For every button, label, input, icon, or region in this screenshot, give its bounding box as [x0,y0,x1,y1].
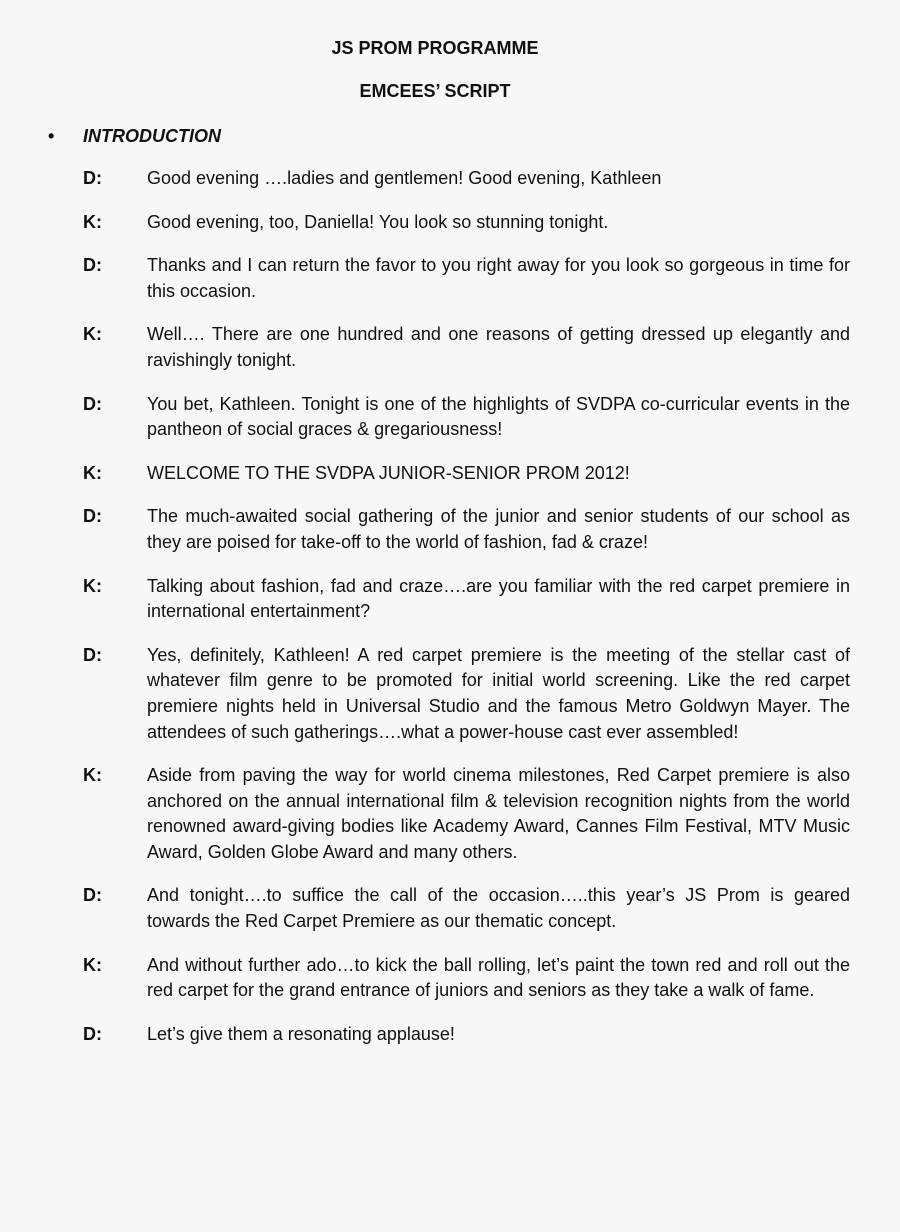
line-text: And tonight….to suffice the call of the occasion…..this year’s JS Prom is geared towards the Red Carpet Premiere as our thematic concept. [147,885,850,932]
speaker-label: K: [83,765,102,786]
speaker-label: K: [83,211,102,232]
script-line [83,574,850,625]
line-text: Aside from paving the way for world cinema milestones, Red Carpet premiere is also anchored on the annual international film & television recognition nights from the world renowned award-giving bodies like Academy Award, Cannes Film Festival, MTV Music Award, Golden Globe Award and many others. [147,765,850,862]
bullet-icon: • [48,126,55,146]
speaker-label: D: [83,885,102,906]
line-text: Yes, definitely, Kathleen! A red carpet premiere is the meeting of the stellar cast of whatever film genre to be promoted for initial world screening. Like the red carpet premiere nights held in Universal Studio and the famous Metro Goldwyn Mayer. The attendees of such gatherings….what a power-house cast ever assembled! [147,644,850,742]
script-line [83,210,850,236]
section-label: INTRODUCTION [83,126,221,146]
speaker-label: K: [83,462,102,483]
document-title: JS PROM PROGRAMME [331,38,539,58]
line-text: WELCOME TO THE SVDPA JUNIOR-SENIOR PROM 2012! [147,462,630,483]
script-line [83,643,850,745]
line-text: And without further ado…to kick the ball rolling, let’s paint the town red and roll out the red carpet for the grand entrance of juniors and seniors as they take a walk of fame. [147,954,850,1001]
script-line [83,953,850,1004]
script-line [83,461,850,487]
document-subtitle: EMCEES’ SCRIPT [359,81,511,101]
script-line [83,883,850,934]
script-line [83,253,850,304]
line-text: You bet, Kathleen. Tonight is one of the highlights of SVDPA co-curricular events in the pantheon of social graces & gregariousness! [147,393,850,440]
line-text: Thanks and I can return the favor to you right away for you look so gorgeous in time for this occasion. [147,255,850,301]
speaker-label: D: [83,393,102,414]
script-line [83,504,850,555]
line-text: Good evening, too, Daniella! You look so stunning tonight. [147,211,609,232]
speaker-label: D: [83,255,102,276]
line-text: Good evening ….ladies and gentlemen! Good evening, Kathleen [147,168,662,188]
line-text: Well…. There are one hundred and one reasons of getting dressed up elegantly and ravishingly tonight. [147,324,850,370]
speaker-label: D: [83,644,102,665]
script-line [83,322,850,373]
line-text: Talking about fashion, fad and craze….are you familiar with the red carpet premiere in international entertainment? [147,575,850,622]
line-text: Let’s give them a resonating applause! [147,1023,455,1044]
speaker-label: D: [83,168,102,188]
script-line [83,392,850,443]
script-line [83,1022,850,1048]
speaker-label: K: [83,954,102,975]
speaker-label: D: [83,506,102,527]
speaker-label: D: [83,1023,102,1044]
script-line [83,166,850,192]
script-line [83,763,850,865]
script-lines [83,166,850,1065]
line-text: The much-awaited social gathering of the junior and senior students of our school as they are poised for take-off to the world of fashion, fad & craze! [147,506,850,552]
speaker-label: K: [83,575,102,596]
speaker-label: K: [83,324,102,345]
